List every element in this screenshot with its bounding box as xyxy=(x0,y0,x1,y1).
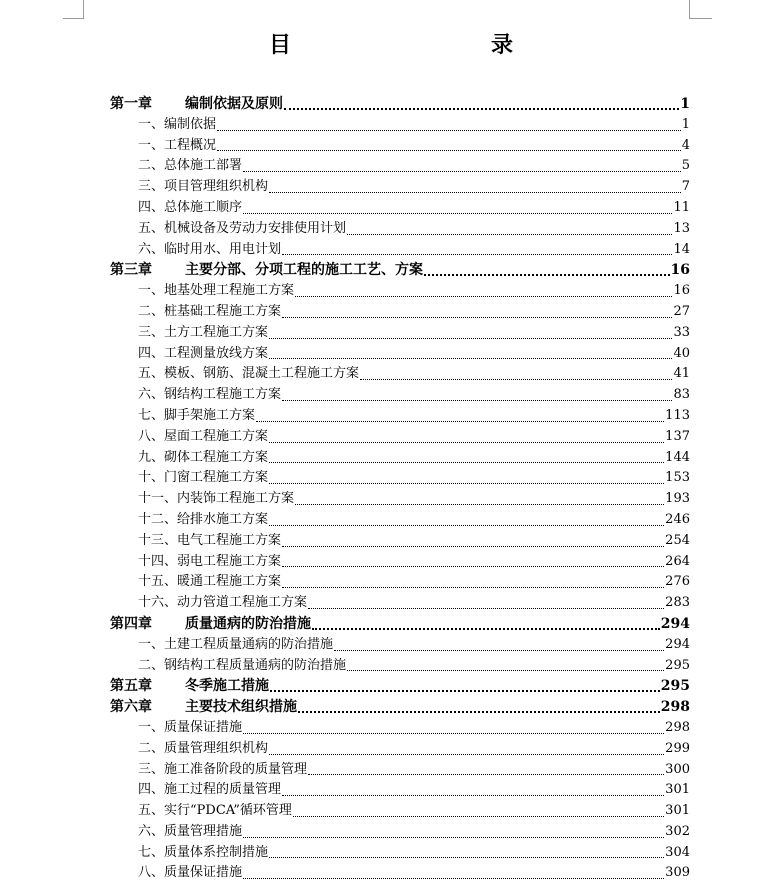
dot-leader xyxy=(347,233,672,235)
dot-leader xyxy=(269,461,664,463)
dot-leader xyxy=(269,482,664,484)
toc-section-entry[interactable] xyxy=(110,656,690,677)
page-number: 301 xyxy=(665,782,690,798)
toc-section-entry[interactable] xyxy=(110,780,690,801)
toc-section-entry[interactable] xyxy=(110,177,690,198)
page-number: 144 xyxy=(665,449,690,465)
dot-leader xyxy=(269,191,681,193)
page-number: 27 xyxy=(673,303,690,319)
toc-section-entry[interactable] xyxy=(110,302,690,323)
page-number: 264 xyxy=(665,553,690,569)
entry-title: 四、总体施工顺序 xyxy=(138,199,243,215)
toc-chapter-entry[interactable] xyxy=(110,676,690,697)
page-number: 304 xyxy=(665,844,690,860)
page-number: 83 xyxy=(673,387,690,403)
toc-section-entry[interactable] xyxy=(110,593,690,614)
page-number: 276 xyxy=(665,574,690,590)
page-number: 16 xyxy=(670,262,690,279)
toc-section-entry[interactable] xyxy=(110,760,690,781)
page-number: 7 xyxy=(681,179,690,195)
dot-leader xyxy=(282,253,672,255)
toc-section-entry[interactable] xyxy=(110,822,690,843)
page-number: 294 xyxy=(665,636,690,652)
entry-title: 一、工程概况 xyxy=(138,137,217,153)
toc-section-entry[interactable] xyxy=(110,406,690,427)
page-number: 5 xyxy=(681,158,690,174)
toc-section-entry[interactable] xyxy=(110,739,690,760)
page-number: 1 xyxy=(681,116,690,132)
chapter-number: 第四章 xyxy=(110,615,152,632)
entry-title: 主要技术组织措施 xyxy=(185,699,297,716)
toc-section-entry[interactable] xyxy=(110,468,690,489)
entry-title: 三、项目管理组织机构 xyxy=(138,179,269,195)
entry-title: 八、质量保证措施 xyxy=(138,865,243,881)
dot-leader xyxy=(282,545,664,547)
page-number: 298 xyxy=(660,699,690,716)
dot-leader xyxy=(269,753,664,755)
page-number: 299 xyxy=(665,740,690,756)
page-number: 309 xyxy=(665,865,690,881)
entry-title: 一、土建工程质量通病的防治措施 xyxy=(138,636,334,652)
entry-title: 十四、弱电工程施工方案 xyxy=(138,553,282,569)
dot-leader xyxy=(270,689,660,692)
entry-title: 六、临时用水、用电计划 xyxy=(138,241,282,257)
dot-leader xyxy=(269,337,672,339)
dot-leader xyxy=(243,170,681,172)
toc-section-entry[interactable] xyxy=(110,344,690,365)
chapter-number: 第三章 xyxy=(110,262,152,279)
toc-section-entry[interactable] xyxy=(110,489,690,510)
dot-leader xyxy=(217,149,681,151)
dot-leader xyxy=(284,107,679,110)
table-of-contents xyxy=(110,94,690,884)
page-corner-mark-right xyxy=(689,0,712,19)
dot-leader xyxy=(282,316,672,318)
entry-title: 十二、给排水施工方案 xyxy=(138,511,269,527)
toc-section-entry[interactable] xyxy=(110,510,690,531)
chapter-number: 第一章 xyxy=(110,96,152,112)
entry-title: 十、门窗工程施工方案 xyxy=(138,470,269,486)
toc-section-entry[interactable] xyxy=(110,801,690,822)
entry-title: 五、实行“PDCA”循环管理 xyxy=(138,803,292,819)
toc-section-entry[interactable] xyxy=(110,364,690,385)
dot-leader xyxy=(293,815,664,817)
page-number: 298 xyxy=(665,719,690,735)
entry-title: 十三、电气工程施工方案 xyxy=(138,532,282,548)
page-number: 294 xyxy=(660,615,690,632)
toc-section-entry[interactable] xyxy=(110,552,690,573)
toc-section-entry[interactable] xyxy=(110,198,690,219)
entry-title: 冬季施工措施 xyxy=(185,678,269,695)
dot-leader xyxy=(243,877,664,879)
page-number: 137 xyxy=(665,428,690,444)
page-title: 目 录 xyxy=(268,32,565,58)
page-number: 301 xyxy=(665,803,690,819)
entry-title: 一、地基处理工程施工方案 xyxy=(138,283,295,299)
dot-leader xyxy=(308,607,664,609)
page-corner-mark-left xyxy=(63,0,84,19)
page-number: 283 xyxy=(665,595,690,611)
dot-leader xyxy=(282,586,664,588)
dot-leader xyxy=(312,627,660,630)
dot-leader xyxy=(243,732,664,734)
toc-section-entry[interactable] xyxy=(110,427,690,448)
page-number: 300 xyxy=(665,761,690,777)
toc-section-entry[interactable] xyxy=(110,385,690,406)
page-number: 14 xyxy=(673,241,690,257)
toc-section-entry[interactable] xyxy=(110,843,690,864)
entry-title: 十六、动力管道工程施工方案 xyxy=(138,595,308,611)
toc-section-entry[interactable] xyxy=(110,448,690,469)
entry-title: 七、质量体系控制措施 xyxy=(138,844,269,860)
dot-leader xyxy=(269,441,664,443)
toc-section-entry[interactable] xyxy=(110,136,690,157)
toc-chapter-entry[interactable] xyxy=(110,260,690,281)
dot-leader xyxy=(243,212,672,214)
page-number: 16 xyxy=(673,283,690,299)
toc-section-entry[interactable] xyxy=(110,863,690,884)
dot-leader xyxy=(282,399,672,401)
toc-section-entry[interactable] xyxy=(110,156,690,177)
page-number: 40 xyxy=(673,345,690,361)
page-number: 302 xyxy=(665,823,690,839)
page-number: 246 xyxy=(665,511,690,527)
toc-section-entry[interactable] xyxy=(110,281,690,302)
chapter-number: 第六章 xyxy=(110,699,152,716)
page-number: 13 xyxy=(673,220,690,236)
entry-title: 一、编制依据 xyxy=(138,116,217,132)
dot-leader xyxy=(269,357,672,359)
dot-leader xyxy=(295,503,664,505)
entry-title: 编制依据及原则 xyxy=(185,96,283,112)
dot-leader xyxy=(282,794,664,796)
entry-title: 五、机械设备及劳动力安排使用计划 xyxy=(138,220,347,236)
page-number: 113 xyxy=(665,407,690,423)
dot-leader xyxy=(269,524,664,526)
page-number: 254 xyxy=(665,532,690,548)
dot-leader xyxy=(298,710,660,713)
dot-leader xyxy=(334,649,664,651)
entry-title: 二、钢结构工程质量通病的防治措施 xyxy=(138,657,347,673)
entry-title: 四、施工过程的质量管理 xyxy=(138,782,282,798)
entry-title: 五、模板、钢筋、混凝土工程施工方案 xyxy=(138,366,360,382)
dot-leader xyxy=(282,565,664,567)
dot-leader xyxy=(256,420,664,422)
entry-title: 七、脚手架施工方案 xyxy=(138,407,256,423)
dot-leader xyxy=(217,129,681,131)
entry-title: 质量通病的防治措施 xyxy=(185,615,311,632)
entry-title: 一、质量保证措施 xyxy=(138,719,243,735)
entry-title: 六、钢结构工程施工方案 xyxy=(138,387,282,403)
toc-section-entry[interactable] xyxy=(110,572,690,593)
entry-title: 四、工程测量放线方案 xyxy=(138,345,269,361)
entry-title: 三、土方工程施工方案 xyxy=(138,324,269,340)
toc-chapter-entry[interactable] xyxy=(110,94,690,115)
entry-title: 十一、内装饰工程施工方案 xyxy=(138,491,295,507)
entry-title: 六、质量管理措施 xyxy=(138,823,243,839)
page-number: 41 xyxy=(673,366,690,382)
dot-leader xyxy=(424,273,670,276)
dot-leader xyxy=(360,378,672,380)
toc-section-entry[interactable] xyxy=(110,531,690,552)
page-number: 295 xyxy=(665,657,690,673)
chapter-number: 第五章 xyxy=(110,678,152,695)
entry-title: 八、屋面工程施工方案 xyxy=(138,428,269,444)
entry-title: 九、砌体工程施工方案 xyxy=(138,449,269,465)
toc-section-entry[interactable] xyxy=(110,718,690,739)
toc-section-entry[interactable] xyxy=(110,240,690,261)
dot-leader xyxy=(243,836,664,838)
dot-leader xyxy=(308,773,664,775)
entry-title: 十五、暖通工程施工方案 xyxy=(138,574,282,590)
entry-title: 二、桩基础工程施工方案 xyxy=(138,303,282,319)
page-number: 153 xyxy=(665,470,690,486)
toc-chapter-entry[interactable] xyxy=(110,697,690,718)
dot-leader xyxy=(269,856,664,858)
toc-section-entry[interactable] xyxy=(110,323,690,344)
toc-section-entry[interactable] xyxy=(110,115,690,136)
page-number: 295 xyxy=(660,678,690,695)
entry-title: 三、施工准备阶段的质量管理 xyxy=(138,761,308,777)
dot-leader xyxy=(295,295,672,297)
page-number: 4 xyxy=(681,137,690,153)
entry-title: 二、质量管理组织机构 xyxy=(138,740,269,756)
page-number: 11 xyxy=(673,199,690,215)
page-number: 33 xyxy=(673,324,690,340)
toc-section-entry[interactable] xyxy=(110,219,690,240)
page-number: 193 xyxy=(665,491,690,507)
page-number: 1 xyxy=(680,96,690,112)
entry-title: 主要分部、分项工程的施工工艺、方案 xyxy=(185,262,423,279)
dot-leader xyxy=(347,669,664,671)
toc-chapter-entry[interactable] xyxy=(110,614,690,635)
entry-title: 二、总体施工部署 xyxy=(138,158,243,174)
toc-section-entry[interactable] xyxy=(110,635,690,656)
